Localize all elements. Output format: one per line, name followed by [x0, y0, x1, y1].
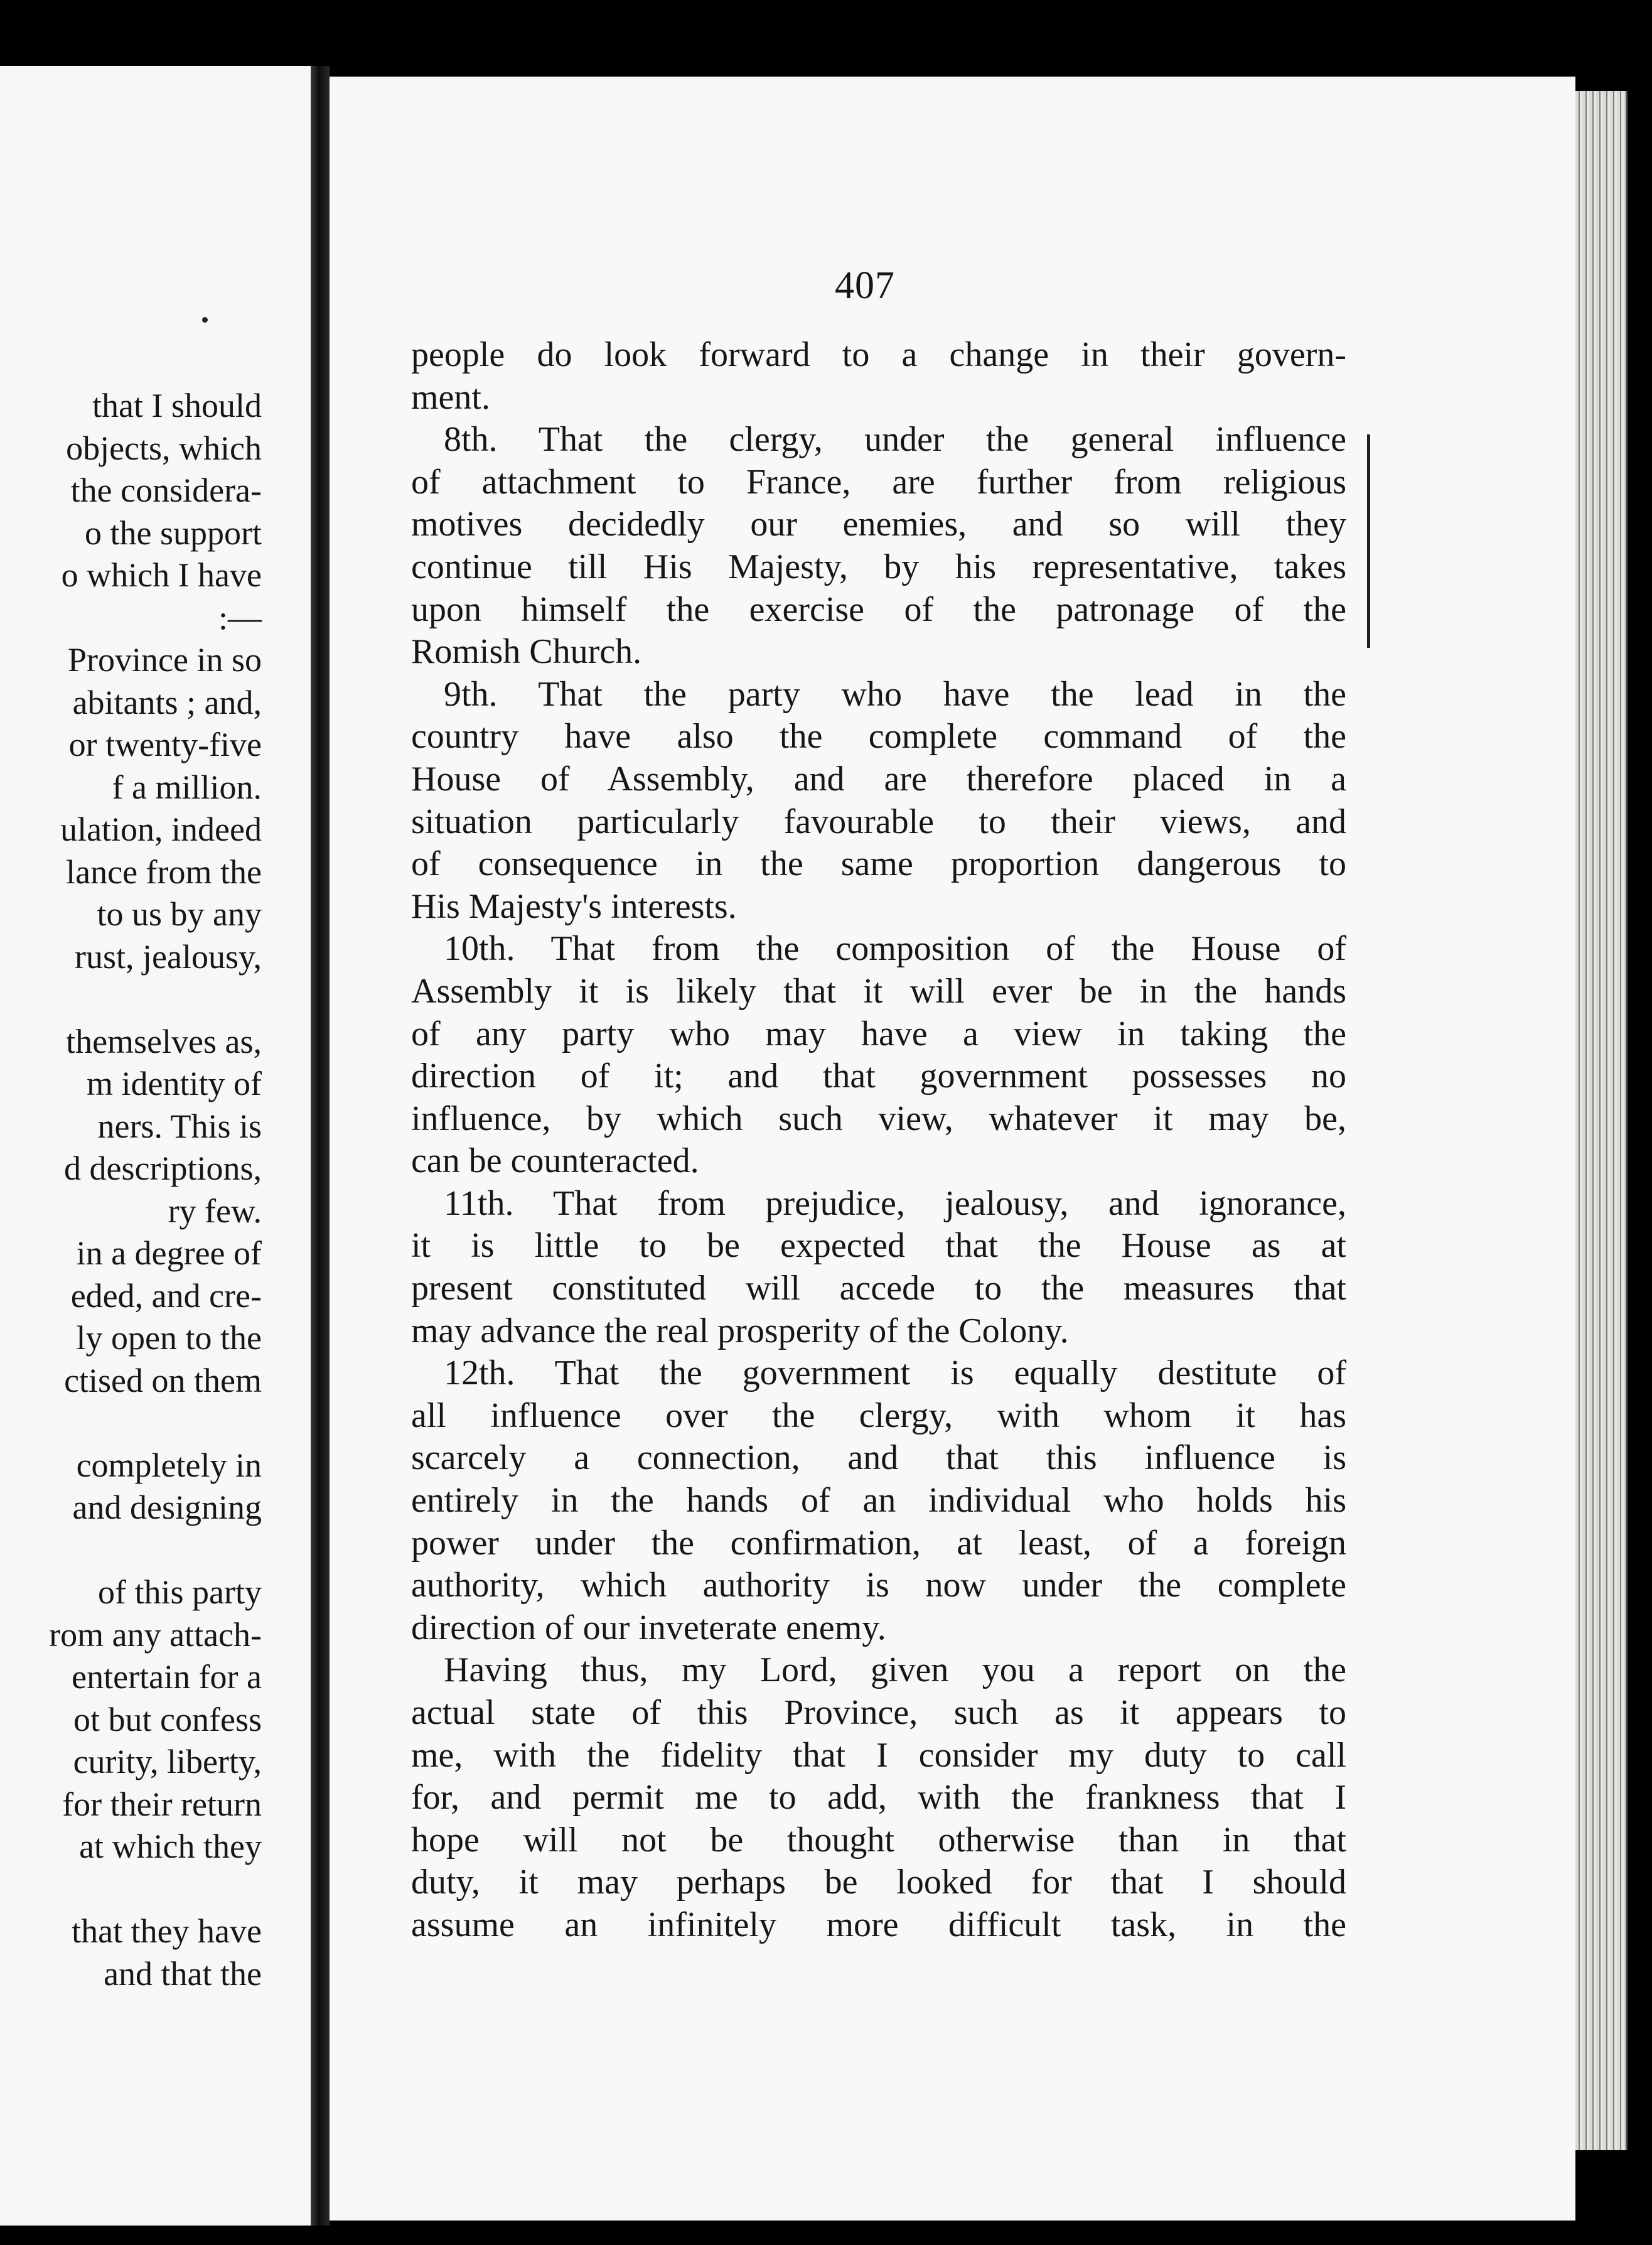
text-line: 9th. That the party who have the lead in the	[444, 674, 1346, 714]
text-line: hope will not be thought otherwise than in that	[411, 1820, 1346, 1860]
left-page-line: ners. This is	[97, 1107, 262, 1145]
left-page-line: objects, which	[66, 429, 262, 467]
left-page-line: m identity of	[87, 1065, 262, 1102]
left-page-line: or twenty-five	[68, 726, 262, 763]
text-line: entirely in the hands of an individual who holds his	[411, 1481, 1346, 1521]
left-facing-page	[0, 66, 311, 2226]
left-page-line: to us by any	[97, 895, 262, 933]
left-page-line: lance from the	[66, 853, 262, 891]
left-page-line: Province in so	[68, 641, 262, 679]
text-line: me, with the fidelity that I consider my duty to call	[411, 1735, 1346, 1775]
text-line: situation particularly favourable to their views, and	[411, 802, 1346, 841]
right-page	[330, 77, 1575, 2221]
left-page-line	[49, 1868, 262, 1911]
left-page-line: curity, liberty,	[73, 1743, 262, 1780]
left-page-line: f a million.	[112, 768, 262, 806]
text-line: ment.	[411, 377, 490, 417]
left-page-line: rom any attach-	[49, 1615, 262, 1654]
text-line: 10th. That from the composition of the House of	[444, 929, 1346, 969]
left-page-line: of this party	[98, 1573, 262, 1611]
text-line: influence, by which such view, whatever it may be,	[411, 1099, 1346, 1138]
text-line: His Majesty's interests.	[411, 886, 737, 926]
text-line: present constituted will accede to the measures that	[411, 1269, 1346, 1308]
text-line: of consequence in the same proportion dangerous to	[411, 844, 1346, 884]
text-line: Having thus, my Lord, given you a report on the	[444, 1650, 1346, 1690]
left-page-line	[49, 1402, 262, 1445]
left-page-line: eded, and cre-	[70, 1276, 262, 1315]
text-line: power under the confirmation, at least, of a foreign	[411, 1523, 1346, 1563]
ink-speck	[202, 317, 208, 323]
margin-marker-line	[1367, 434, 1370, 648]
left-page-line: ulation, indeed	[60, 810, 262, 848]
text-line: 11th. That from prejudice, jealousy, and ignorance,	[444, 1183, 1346, 1223]
left-page-line: at which they	[79, 1828, 262, 1865]
text-line: of any party who may have a view in taking the	[411, 1014, 1346, 1053]
text-line: people do look forward to a change in their govern-	[411, 335, 1346, 374]
left-page-line: themselves as,	[66, 1022, 262, 1060]
left-page-line: the considera-	[70, 471, 262, 509]
text-line: 8th. That the clergy, under the general influence	[444, 420, 1346, 460]
text-line: direction of our inveterate enemy.	[411, 1608, 886, 1647]
left-page-line	[49, 1529, 262, 1572]
left-page-line: in a degree of	[76, 1234, 262, 1272]
page-number: 407	[835, 264, 895, 307]
text-line: country have also the complete command of the	[411, 717, 1346, 756]
left-page-line: o the support	[85, 514, 262, 552]
left-page-line: ctised on them	[64, 1361, 262, 1399]
left-page-line: :—	[218, 598, 262, 637]
left-page-line: for their return	[62, 1785, 262, 1823]
text-line: for, and permit me to add, with the frankness that I	[411, 1778, 1346, 1817]
text-line: continue till His Majesty, by his representative, takes	[411, 547, 1346, 586]
text-line: all influence over the clergy, with whom it has	[411, 1396, 1346, 1435]
left-page-line: completely in	[76, 1446, 262, 1484]
left-page-line: and that the	[104, 1954, 262, 1993]
text-line: House of Assembly, and are therefore placed in a	[411, 759, 1346, 799]
text-line: it is little to be expected that the House as at	[411, 1226, 1346, 1266]
text-line: motives decidedly our enemies, and so will they	[411, 505, 1346, 544]
text-line: 12th. That the government is equally destitute of	[444, 1354, 1346, 1393]
text-line: upon himself the exercise of the patronage of the	[411, 590, 1346, 629]
text-line: actual state of this Province, such as it appears to	[411, 1693, 1346, 1732]
text-line: Assembly it is likely that it will ever be in the hands	[411, 971, 1346, 1011]
text-line: duty, it may perhaps be looked for that I should	[411, 1863, 1346, 1902]
text-line: of attachment to France, are further from religious	[411, 462, 1346, 502]
body-text	[411, 334, 1346, 1947]
text-line: assume an infinitely more difficult task, in the	[411, 1905, 1346, 1944]
left-page-line: that they have	[72, 1912, 262, 1950]
text-line: Romish Church.	[411, 632, 642, 672]
left-page-line: ly open to the	[76, 1319, 262, 1357]
left-page-line: rust, jealousy,	[75, 937, 262, 976]
text-line: direction of it; and that government possesses no	[411, 1057, 1346, 1096]
left-page-line: abitants ; and,	[72, 683, 262, 721]
left-page-text	[49, 385, 262, 1995]
left-page-line: that I should	[92, 387, 262, 424]
page-edges	[1575, 91, 1628, 2150]
left-page-line: d descriptions,	[64, 1149, 262, 1187]
text-line: scarcely a connection, and that this influence is	[411, 1438, 1346, 1478]
text-line: can be counteracted.	[411, 1141, 699, 1181]
left-page-line: ot but confess	[73, 1700, 262, 1738]
left-page-line: ry few.	[168, 1192, 262, 1230]
left-page-line: and designing	[72, 1489, 262, 1526]
text-line: authority, which authority is now under the complete	[411, 1566, 1346, 1605]
text-line: may advance the real prosperity of the Colony.	[411, 1311, 1069, 1350]
left-page-line	[49, 978, 262, 1021]
left-page-line: o which I have	[61, 556, 262, 594]
left-page-line: entertain for a	[72, 1658, 262, 1696]
book-gutter	[311, 66, 330, 2226]
